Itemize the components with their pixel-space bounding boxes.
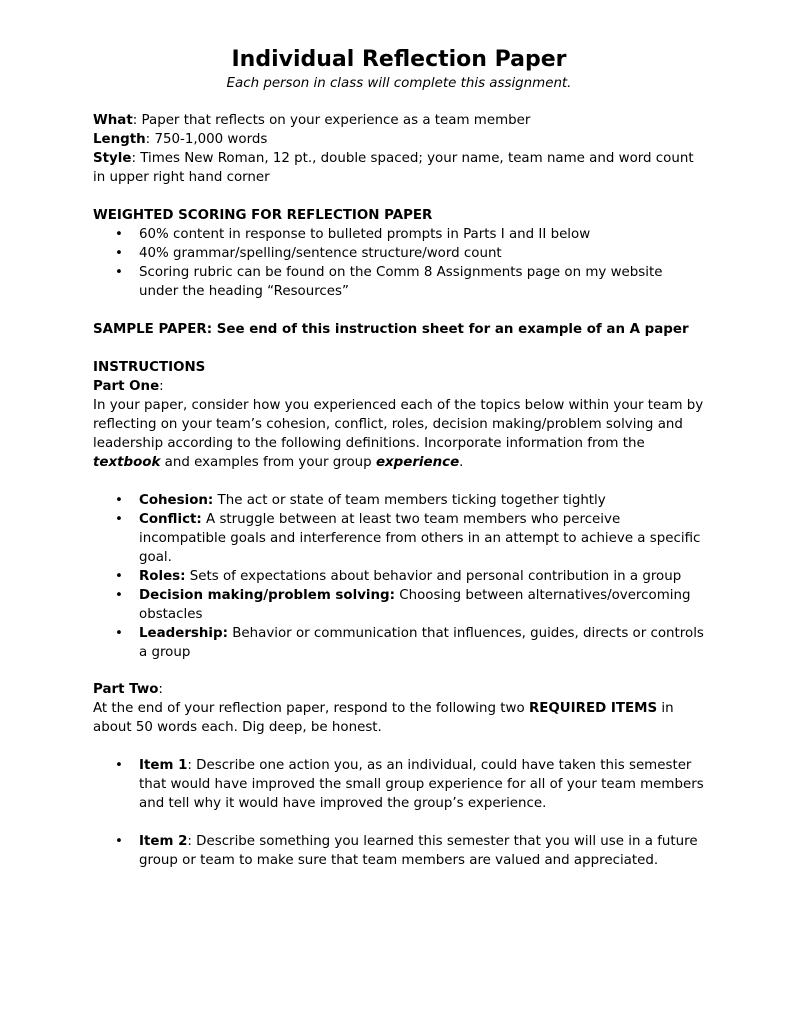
spec-style-label: Style [93, 151, 132, 166]
list-item: • Item 1: Describe one action you, as an individual, could have taken this semester that would have improved the small group experience for all of your team members and tell why it would have improved the group’s experience. [139, 756, 705, 813]
part-one-intro: In your paper, consider how you experienced each of the topics below within your team by reflecting on your team’s cohesion, conflict, roles, decision making/problem solving and leadership according to the following definitions. Incorporate information from the textbook and examples from your group experience. [93, 398, 704, 470]
spec-length [93, 130, 705, 149]
list-item: • Cohesion: The act or state of team members ticking together tightly [139, 491, 705, 510]
part-one-heading: Part One: [93, 379, 164, 394]
scoring-heading: WEIGHTED SCORING FOR REFLECTION PAPER [93, 208, 433, 223]
spec-style-text: : Times New Roman, 12 pt., double spaced; your name, team name and word count in upper right hand corner [93, 151, 694, 185]
textbook-emphasis: textbook [93, 455, 161, 470]
list-item: • Scoring rubric can be found on the Comm 8 Assignments page on my website under the heading “Resources” [139, 263, 705, 301]
spec-what-label: What [93, 113, 133, 128]
required-items-list [93, 756, 705, 813]
list-item: • 40% grammar/spelling/sentence structure/word count [139, 244, 705, 263]
part-two-intro: At the end of your reflection paper, respond to the following two REQUIRED ITEMS in about 50 words each. Dig deep, be honest. [93, 701, 674, 735]
list-item: • Item 2: Describe something you learned this semester that you will use in a future group or team to make sure that team members are valued and appreciated. [139, 832, 705, 870]
list-item: • 60% content in response to bulleted prompts in Parts I and II below [139, 225, 705, 244]
document-page [93, 46, 705, 870]
spec-what-text: : Paper that reflects on your experience as a team member [132, 113, 531, 128]
part-two-heading: Part Two: [93, 682, 163, 697]
scoring-list [93, 225, 705, 301]
spec-length-text: : 750-1,000 words [145, 132, 268, 147]
required-items-emphasis: REQUIRED ITEMS [528, 701, 658, 716]
sample-paper-note: SAMPLE PAPER: See end of this instruction sheet for an example of an A paper [93, 322, 689, 337]
experience-emphasis: experience [375, 455, 460, 470]
required-items-list-2 [93, 832, 705, 870]
page-subtitle: Each person in class will complete this assignment. [226, 76, 572, 91]
definitions-list [93, 491, 705, 662]
part-two-label: Part Two [93, 682, 159, 697]
spec-length-label: Length [93, 132, 146, 147]
list-item: • Decision making/problem solving: Choosing between alternatives/overcoming obstacles [139, 586, 705, 624]
spec-style [93, 149, 705, 187]
list-item: • Roles: Sets of expectations about behavior and personal contribution in a group [139, 567, 705, 586]
part-one-label: Part One [93, 379, 160, 394]
list-item: • Leadership: Behavior or communication that influences, guides, directs or controls a group [139, 624, 705, 662]
page-title: Individual Reflection Paper [231, 47, 567, 72]
instructions-heading: INSTRUCTIONS [93, 360, 206, 375]
list-item: • Conflict: A struggle between at least two team members who perceive incompatible goals and interference from others in an attempt to achieve a specific goal. [139, 510, 705, 567]
spec-what [93, 111, 705, 130]
